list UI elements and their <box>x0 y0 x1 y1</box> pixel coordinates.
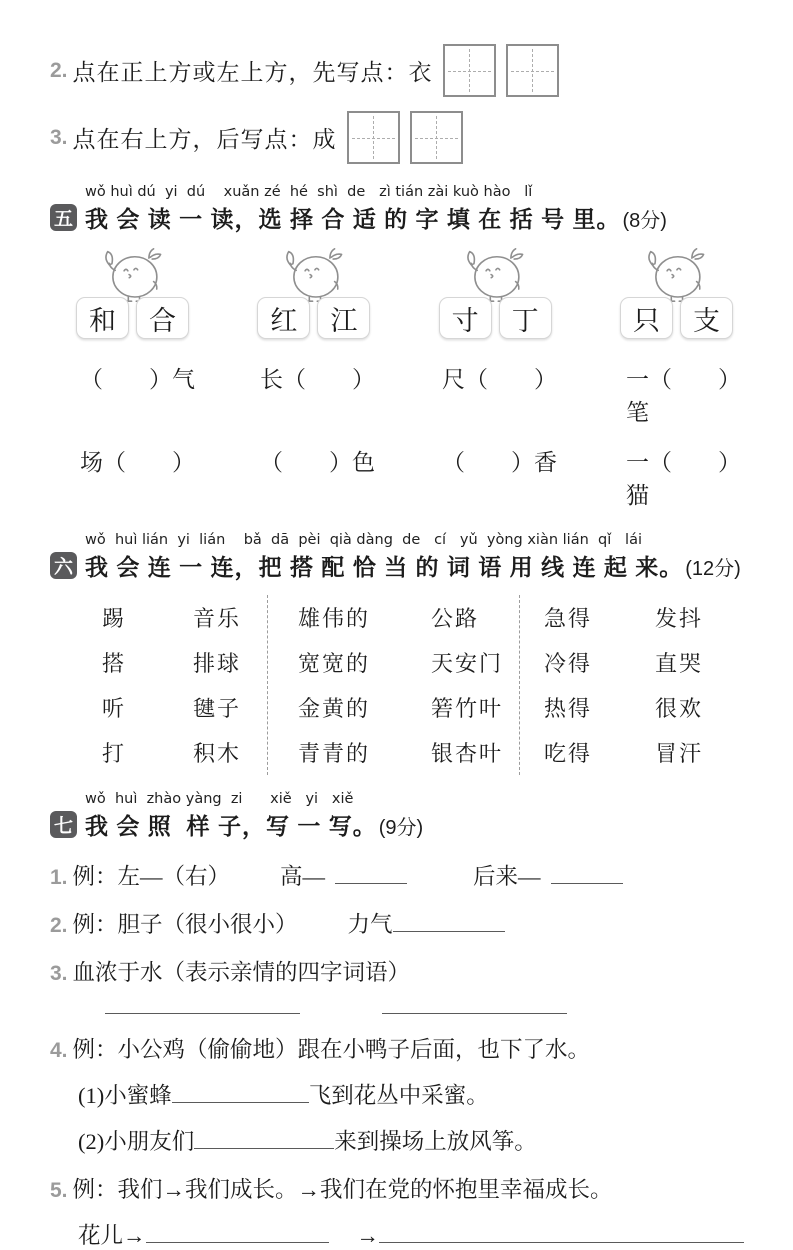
stroke-item-3-text: 点在右上方，后写点：成 <box>72 127 337 152</box>
chick-icon <box>637 246 715 304</box>
match-word[interactable]: 听 <box>102 696 127 721</box>
section-five-pinyin: wǒ huì dú yi dú xuǎn zé hé shì de zì tián zài kuò hào lǐ <box>85 184 533 200</box>
stroke-item-3 <box>50 111 759 164</box>
pair-group <box>439 246 552 339</box>
character-card[interactable]: 寸 <box>439 297 492 339</box>
item-number: 3. <box>50 962 68 985</box>
question-1-example: 例：左—（右） <box>72 864 231 889</box>
character-card[interactable]: 只 <box>620 297 673 339</box>
item-number: 2. <box>50 914 68 937</box>
match-word[interactable]: 热得 <box>544 696 593 721</box>
question-4-sub-2 <box>50 1124 759 1156</box>
match-word[interactable]: 公路 <box>430 606 479 631</box>
match-word[interactable]: 银杏叶 <box>430 741 503 766</box>
answer-blank[interactable] <box>551 881 623 884</box>
question-4-sub-1-pre: (1)小蜜蜂 <box>78 1083 172 1108</box>
pair-group <box>257 246 370 339</box>
section-six-header <box>50 532 759 582</box>
match-word[interactable]: 音乐 <box>192 606 241 631</box>
answer-blank[interactable] <box>146 1240 329 1243</box>
pair-group <box>620 246 733 339</box>
question-4-sub-1-post: 飞到花丛中采蜜。 <box>308 1083 489 1108</box>
character-card[interactable]: 支 <box>680 297 733 339</box>
question-4-sub-2-post: 来到操场上放风筝。 <box>334 1129 537 1154</box>
fill-blank[interactable]: 一（ ）笔 <box>626 367 741 425</box>
section-seven-pinyin: wǒ huì zhào yàng zi xiě yi xiě <box>85 791 354 807</box>
answer-blank[interactable] <box>194 1146 334 1149</box>
answer-blank[interactable] <box>105 1011 300 1014</box>
question-1-prompt-b: 后来— <box>473 864 541 889</box>
match-group-3 <box>520 595 759 775</box>
item-number: 4. <box>50 1039 68 1062</box>
section-five-title: 我 会 读 一 读，选 择 合 适 的 字 填 在 括 号 里。 <box>85 206 621 232</box>
answer-blank[interactable] <box>335 881 407 884</box>
item-number: 2. <box>50 58 68 82</box>
question-3-text: 血浓于水（表示亲情的四字词语） <box>72 960 411 985</box>
match-word[interactable]: 踢 <box>102 606 127 631</box>
fill-blank[interactable]: （ ）气 <box>80 367 195 392</box>
match-word[interactable]: 雄伟的 <box>298 606 371 631</box>
question-4-sub-2-pre: (2)小朋友们 <box>78 1129 195 1154</box>
chick-icon <box>275 246 353 304</box>
question-5-answer-row <box>50 1218 759 1250</box>
section-six-score: (12分) <box>685 558 741 580</box>
match-word[interactable]: 很欢 <box>654 696 703 721</box>
match-word[interactable]: 毽子 <box>192 696 241 721</box>
section-seven-title: 我 会 照 样 子，写 一 写。 <box>85 813 377 839</box>
fill-blank[interactable]: 尺（ ） <box>442 367 557 392</box>
section-five-header <box>50 184 759 234</box>
match-word[interactable]: 天安门 <box>430 651 503 676</box>
question-4-sub-1 <box>50 1078 759 1110</box>
answer-blank[interactable] <box>379 1240 744 1243</box>
fill-blank[interactable]: （ ）香 <box>442 450 557 475</box>
fill-blank[interactable]: 一（ ）猫 <box>626 450 741 508</box>
match-word[interactable]: 青青的 <box>298 741 371 766</box>
matching-exercise <box>50 595 759 775</box>
question-2-example: 例：胆子（很小很小） <box>72 912 298 937</box>
question-5-prompt: 花儿→ <box>78 1223 146 1248</box>
match-word[interactable]: 积木 <box>192 741 241 766</box>
match-word[interactable]: 金黄的 <box>298 696 371 721</box>
stroke-item-2 <box>50 44 759 97</box>
question-1-prompt-a: 高— <box>280 864 326 889</box>
chick-icon <box>456 246 534 304</box>
match-word[interactable]: 排球 <box>192 651 241 676</box>
answer-blank[interactable] <box>382 1011 567 1014</box>
match-group-1 <box>50 595 268 775</box>
item-number: 1. <box>50 866 68 889</box>
question-5 <box>50 1172 759 1204</box>
match-word[interactable]: 急得 <box>544 606 593 631</box>
section-five-score: (8分) <box>622 210 667 232</box>
writing-grid-box[interactable] <box>506 44 559 97</box>
section-seven-score: (9分) <box>378 817 424 839</box>
fill-blank[interactable]: （ ）色 <box>260 450 375 475</box>
section-seven-badge: 七 <box>50 811 77 838</box>
section-seven-header <box>50 791 759 841</box>
section-six-pinyin: wǒ huì lián yi lián bǎ dā pèi qià dàng de cí yǔ yòng xiàn lián qǐ lái <box>85 532 643 548</box>
fill-blanks-row-2 <box>50 444 759 510</box>
character-card[interactable]: 丁 <box>499 297 552 339</box>
section-five-badge: 五 <box>50 204 77 231</box>
section-six-title: 我 会 连 一 连，把 搭 配 恰 当 的 词 语 用 线 连 起 来。 <box>85 554 684 580</box>
question-2-prompt: 力气 <box>347 912 393 937</box>
match-word[interactable]: 吃得 <box>544 741 593 766</box>
question-2 <box>50 907 759 939</box>
stroke-item-2-text: 点在正上方或左上方，先写点：衣 <box>72 60 433 85</box>
fill-blank[interactable]: 长（ ） <box>260 367 375 392</box>
match-word[interactable]: 直哭 <box>654 651 703 676</box>
answer-blank[interactable] <box>393 929 505 932</box>
writing-grid-box[interactable] <box>443 44 496 97</box>
match-word[interactable]: 搭 <box>102 651 127 676</box>
writing-grid-box[interactable] <box>410 111 463 164</box>
question-5-example: 例：我们→我们成长。→我们在党的怀抱里幸福成长。 <box>72 1177 613 1202</box>
match-word[interactable]: 宽宽的 <box>298 651 371 676</box>
fill-blank[interactable]: 场（ ） <box>80 450 195 475</box>
writing-grid-box[interactable] <box>347 111 400 164</box>
match-word[interactable]: 发抖 <box>654 606 703 631</box>
match-word[interactable]: 冷得 <box>544 651 593 676</box>
section-six-badge: 六 <box>50 552 77 579</box>
arrow-glyph: → <box>356 1223 380 1248</box>
question-3 <box>50 955 759 987</box>
item-number: 3. <box>50 125 68 149</box>
character-pairs-row <box>50 234 759 339</box>
question-4 <box>50 1032 759 1064</box>
character-card[interactable]: 和 <box>76 297 129 339</box>
match-group-2 <box>268 595 520 775</box>
fill-blanks-row-1 <box>50 361 759 427</box>
question-4-example: 例：小公鸡（偷偷地）跟在小鸭子后面，也下了水。 <box>72 1037 591 1062</box>
match-word[interactable]: 打 <box>102 741 127 766</box>
chick-icon <box>94 246 172 304</box>
question-3-answer-lines <box>105 1011 759 1014</box>
item-number: 5. <box>50 1179 68 1202</box>
character-card[interactable]: 红 <box>257 297 310 339</box>
match-word[interactable]: 冒汗 <box>654 741 703 766</box>
question-1 <box>50 859 759 891</box>
match-word[interactable]: 箬竹叶 <box>430 696 503 721</box>
answer-blank[interactable] <box>172 1100 309 1103</box>
character-card[interactable]: 江 <box>317 297 370 339</box>
character-card[interactable]: 合 <box>136 297 189 339</box>
pair-group <box>76 246 189 339</box>
